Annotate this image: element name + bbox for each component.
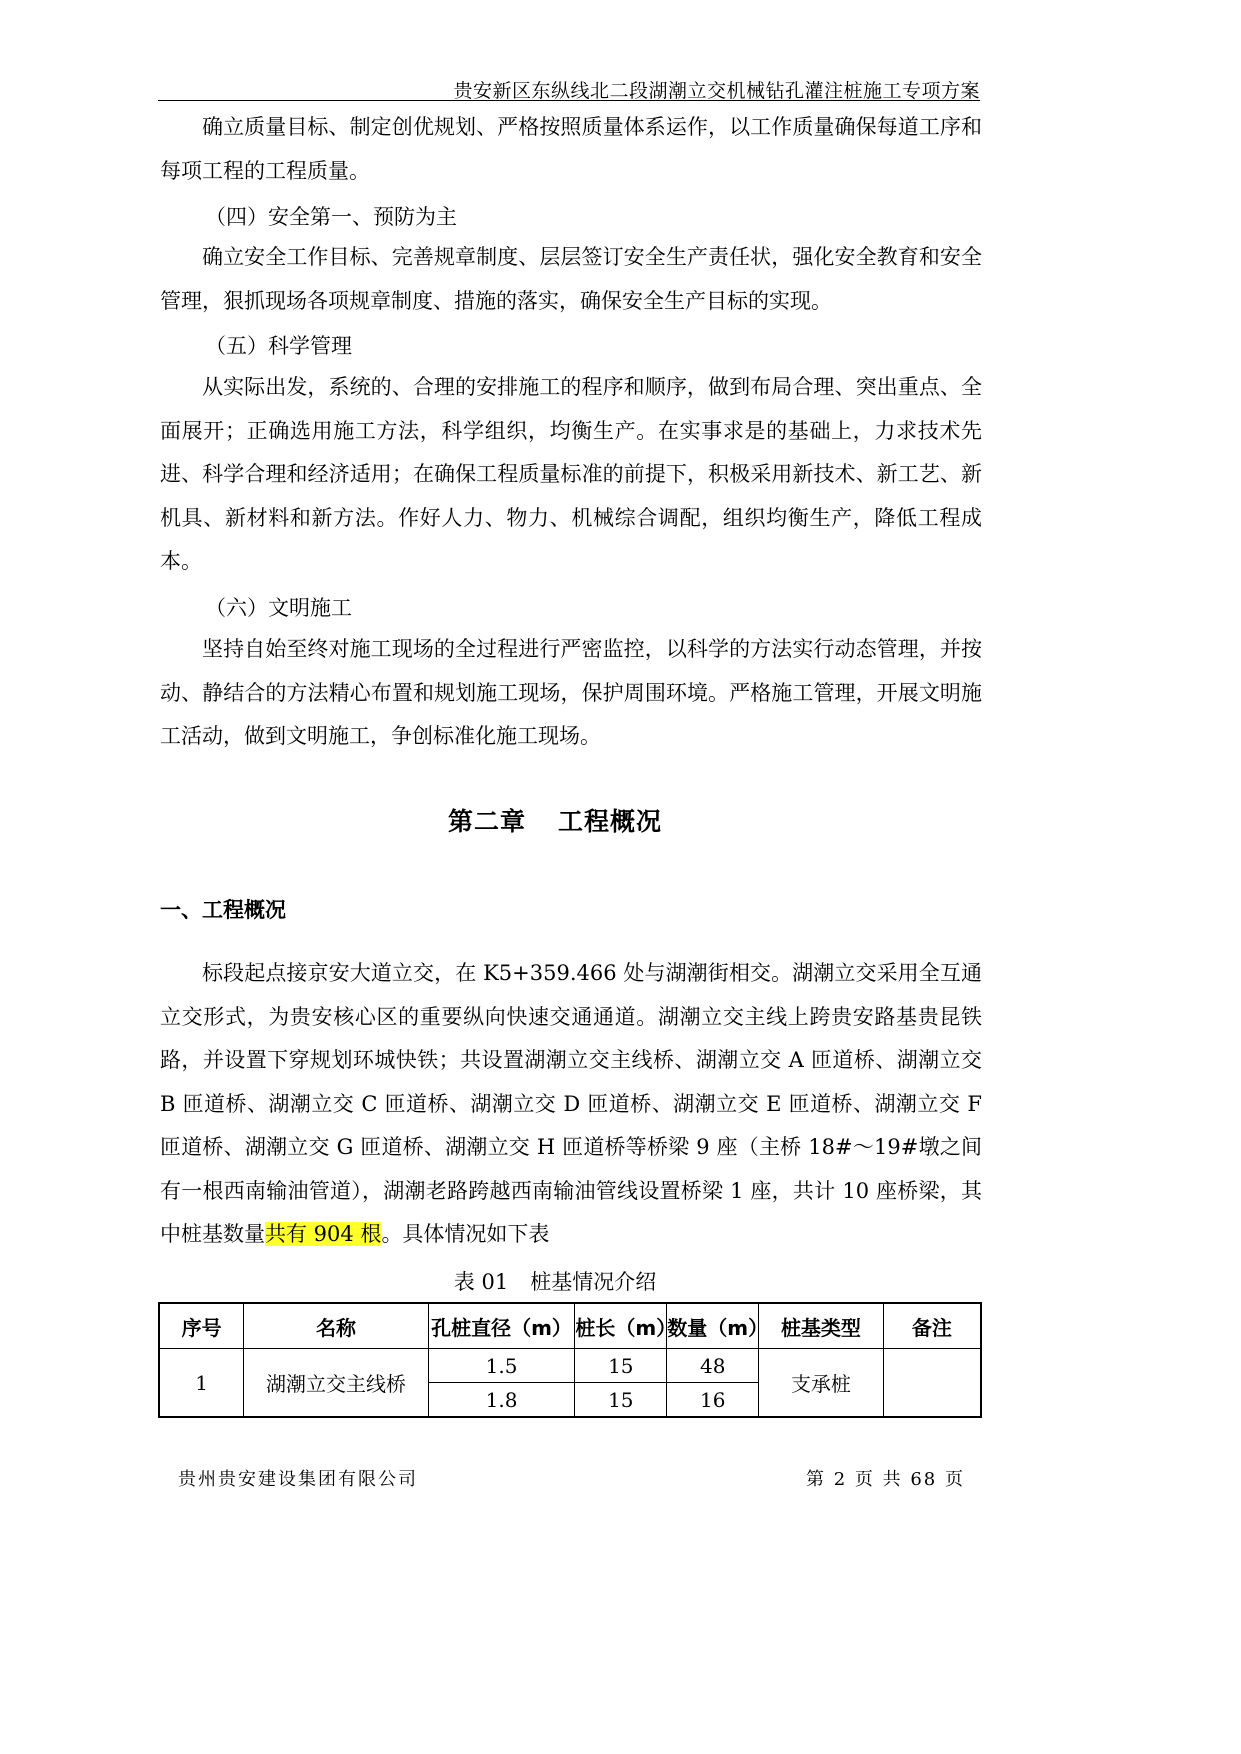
overview-text: 标段起点接京安大道立交，在 K5+359.466 处与湖潮街相交。湖潮立交采用全互通立交形式，为贵安核心区的重要纵向快速交通通道。湖潮立交主线上跨贵安路基贵昆铁路，并设置下穿规划环城快铁；共设置湖潮立交主线桥、湖潮立交 A 匝道桥、湖潮立交 B 匝道桥、湖潮立交 C 匝道桥、湖潮立交 D 匝道桥、湖潮立交 E 匝道桥、湖潮立交 F 匝道桥、湖潮立交 G 匝道桥、湖潮立交 H 匝道桥等桥梁 9 座（主桥 18#～19#墩之间有一根西南输油管道），湖潮老路跨越西南输油管线设置桥梁 1 座，共计 10 座桥梁，其中桩基数量	[160, 961, 982, 1246]
chapter-title	[0, 802, 1110, 838]
paragraph-management: 从实际出发，系统的、合理的安排施工的程序和顺序，做到布局合理、突出重点、全面展开；正确选用施工方法，科学组织，均衡生产。在实事求是的基础上，力求技术先进、科学合理和经济适用；在确保工程质量标准的前提下，积极采用新技术、新工艺、新机具、新材料和新方法。作好人力、物力、机械综合调配，组织均衡生产，降低工程成本。	[160, 375, 982, 573]
header-name: 名称	[244, 1303, 428, 1349]
pile-table	[158, 1302, 982, 1418]
paragraph-overview	[160, 952, 982, 1257]
header-title: 贵安新区东纵线北二段湖潮立交机械钻孔灌注桩施工专项方案	[453, 80, 980, 102]
cell-remark	[883, 1349, 981, 1418]
table-caption-title: 桩基情况介绍	[530, 1270, 657, 1294]
cell-diameter: 1.5	[428, 1349, 575, 1383]
table-header-row	[159, 1303, 981, 1349]
header-remark: 备注	[883, 1303, 981, 1349]
header-seq: 序号	[159, 1303, 244, 1349]
cell-count: 16	[667, 1383, 759, 1418]
cell-type: 支承桩	[759, 1349, 884, 1418]
cell-diameter: 1.8	[428, 1383, 575, 1418]
heading-management: （五）科学管理	[205, 334, 352, 358]
header-diameter: 孔桩直径（m）	[428, 1303, 575, 1349]
paragraph-quality: 确立质量目标、制定创优规划、严格按照质量体系运作，以工作质量确保每道工序和每项工程的工程质量。	[160, 115, 982, 183]
paragraph-safety: 确立安全工作目标、完善规章制度、层层签订安全生产责任状，强化安全教育和安全管理，狠抓现场各项规章制度、措施的落实，确保安全生产目标的实现。	[160, 245, 982, 313]
footer-page-number: 第 2 页 共 68 页	[806, 1469, 965, 1490]
heading-safety: （四）安全第一、预防为主	[205, 205, 457, 229]
paragraph-civilized: 坚持自始至终对施工现场的全过程进行严密监控，以科学的方法实行动态管理，并按动、静结合的方法精心布置和规划施工现场，保护周围环境。严格施工管理，开展文明施工活动，做到文明施工，争创标准化施工现场。	[160, 637, 982, 748]
highlighted-pile-count: 共有 904 根	[265, 1222, 382, 1246]
cell-seq: 1	[159, 1349, 244, 1418]
header-count: 数量（m）	[667, 1303, 759, 1349]
chapter-name: 工程概况	[558, 807, 663, 836]
cell-name: 湖潮立交主线桥	[244, 1349, 428, 1418]
overview-tail: 。具体情况如下表	[381, 1222, 550, 1246]
table-row	[159, 1349, 981, 1383]
table-caption-number: 表 01	[453, 1270, 509, 1294]
header-length: 桩长（m）	[575, 1303, 667, 1349]
cell-length: 15	[575, 1383, 667, 1418]
footer-company: 贵州贵安建设集团有限公司	[178, 1469, 418, 1490]
heading-civilized: （六）文明施工	[205, 596, 352, 620]
chapter-number: 第二章	[447, 807, 526, 836]
header-type: 桩基类型	[759, 1303, 884, 1349]
table-caption	[0, 1266, 1110, 1296]
header-rule	[158, 100, 980, 101]
cell-count: 48	[667, 1349, 759, 1383]
cell-length: 15	[575, 1349, 667, 1383]
section-title: 一、工程概况	[160, 898, 286, 922]
